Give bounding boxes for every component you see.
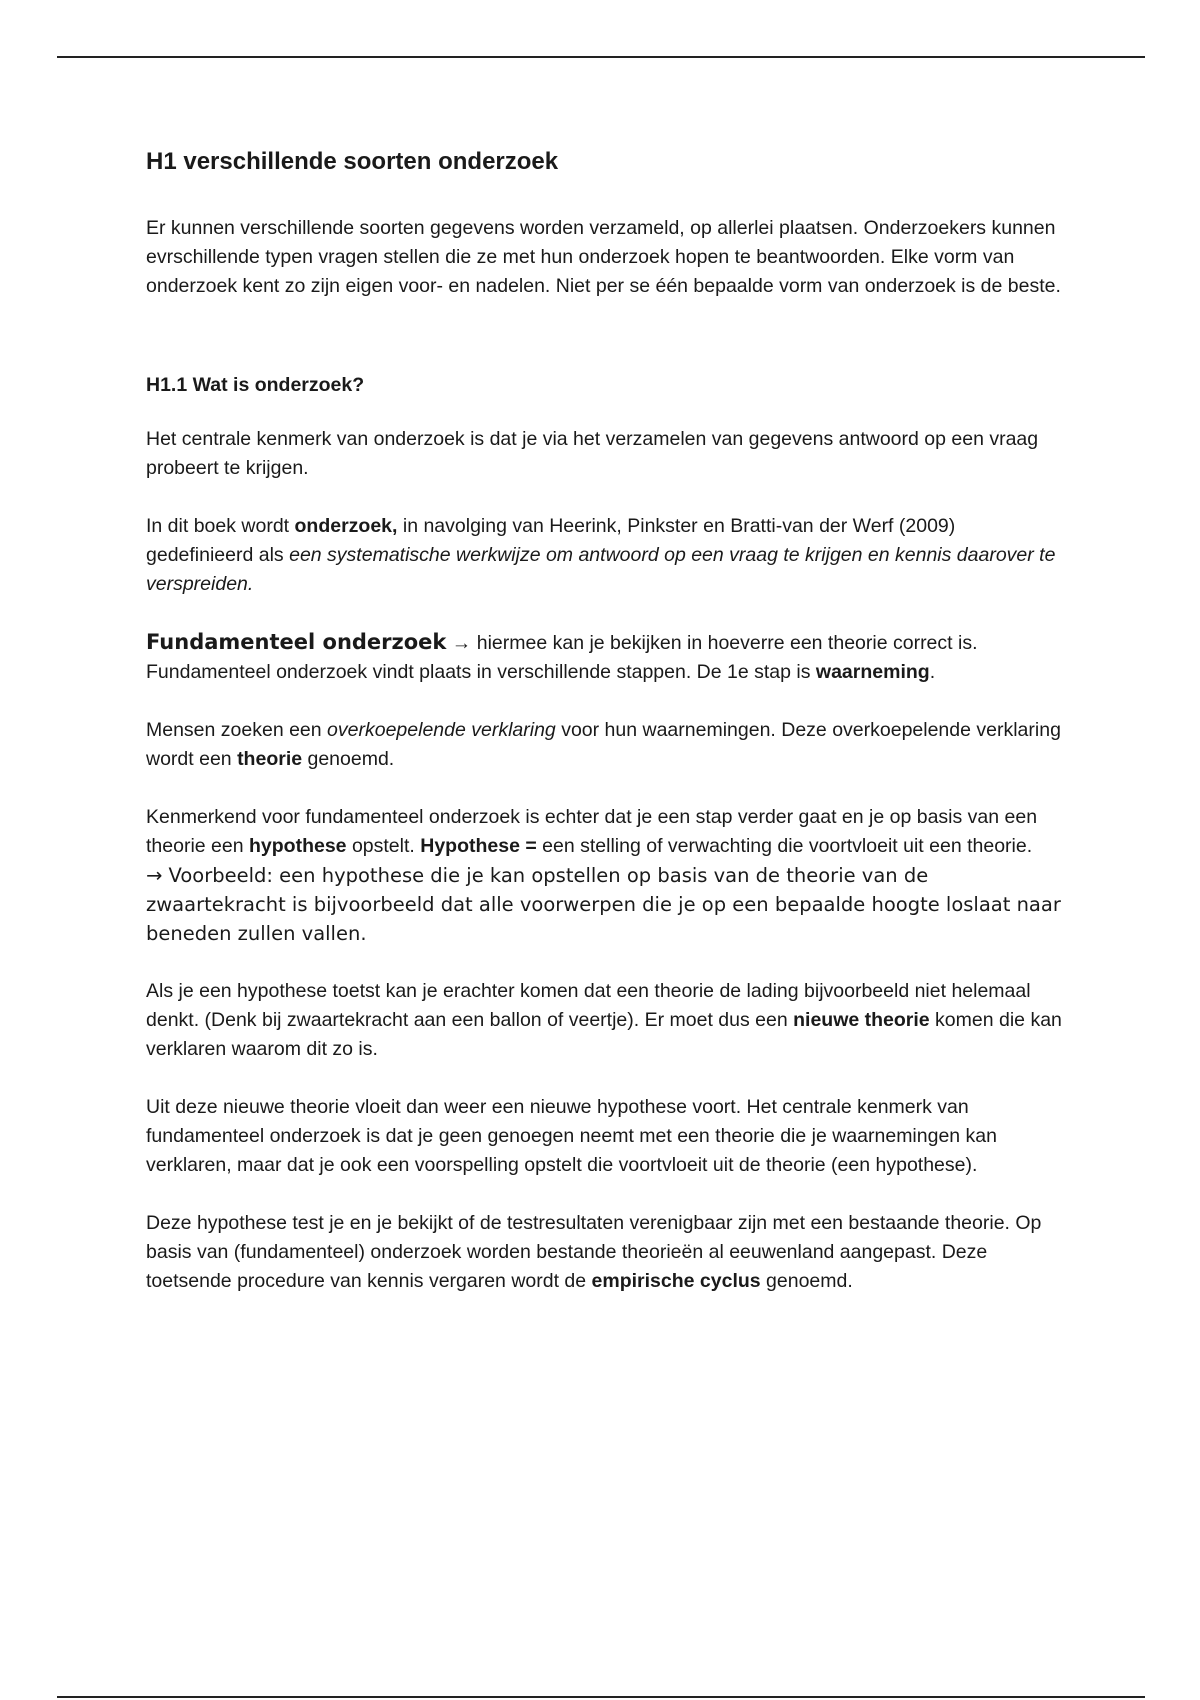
new-theory-text-2: komen die kan verklaren waarom dit zo is. xyxy=(146,1009,1062,1060)
document-body xyxy=(146,140,1066,1325)
empirical-cycle-term: empirische cyclus xyxy=(591,1270,761,1292)
definition-term: onderzoek, xyxy=(294,515,398,537)
hypothesis-text-1: Kenmerkend voor fundamenteel onderzoek is echter dat je een stap verder gaat en je op basis van een theorie een xyxy=(146,806,1038,857)
new-theory-text-1: Als je een hypothese toetst kan je erachter komen dat een theorie de lading bijvoorbeeld niet helemaal denkt. (Denk bij zwaartekracht aan een ballon of veertje). Er moet dus een xyxy=(146,980,1031,1031)
paragraph-empirical-cycle xyxy=(146,1209,1066,1296)
hypothesis-text-3: een stelling of verwachting die voortvloeit uit een theorie. xyxy=(536,835,1033,857)
paragraph-central-feature: Het centrale kenmerk van onderzoek is dat je via het verzamelen van gegevens antwoord op een vraag probeert te krijgen. xyxy=(146,428,1039,479)
hypothesis-definition-term: Hypothese = xyxy=(420,835,537,857)
empirical-cycle-text-2: genoemd. xyxy=(760,1270,853,1292)
hypothesis-term: hypothese xyxy=(249,835,347,857)
paragraph-fundamental-research xyxy=(146,628,1066,687)
fundamental-research-term: Fundamenteel onderzoek xyxy=(146,630,447,654)
top-rule xyxy=(57,56,1145,58)
bottom-rule xyxy=(57,1696,1145,1698)
definition-text-1: In dit boek wordt xyxy=(146,515,295,537)
intro-paragraph: Er kunnen verschillende soorten gegevens worden verzameld, op allerlei plaatsen. Onderzoekers kunnen evrschillende typen vragen stellen die ze met hun onderzoek hopen te beantwoorden. Elke vorm van onderzoek kent zo zijn eigen voor- en nadelen. Niet per se één bepaalde vorm van onderzoek is de beste. xyxy=(146,217,1061,297)
new-theory-term: nieuwe theorie xyxy=(793,1009,930,1031)
fundamental-research-text-2: . xyxy=(929,661,936,683)
theory-text-1: Mensen zoeken een xyxy=(146,719,328,741)
empirical-cycle-text-1: Deze hypothese test je en je bekijkt of de testresultaten verenigbaar zijn met een bestaande theorie. Op basis van (fundamenteel) onderzoek worden bestande theorieën al eeuwenland aangepast. Deze toetsende procedure van kennis vergaren wordt de xyxy=(146,1212,1042,1292)
paragraph-new-theory xyxy=(146,977,1066,1064)
definition-text-2: in navolging van Heerink, Pinkster en Bratti-van der Werf (2009) gedefinieerd als xyxy=(146,515,956,566)
paragraph-hypothesis xyxy=(146,803,1066,861)
definition-quote: een systematische werkwijze om antwoord op een vraag te krijgen en kennis daarover te verspreiden. xyxy=(146,544,1056,595)
theory-text-2: voor hun waarnemingen. Deze overkoepelende verklaring wordt een xyxy=(146,719,1061,770)
page-title: H1 verschillende soorten onderzoek xyxy=(146,148,559,175)
paragraph-definition xyxy=(146,512,1066,599)
fundamental-research-text-1: → hiermee kan je bekijken in hoeverre een theorie correct is. Fundamenteel onderzoek vindt plaats in verschillende stappen. De 1e stap is xyxy=(146,632,978,683)
hypothesis-text-2: opstelt. xyxy=(346,835,421,857)
theory-text-3: genoemd. xyxy=(302,748,395,770)
section-heading: H1.1 Wat is onderzoek? xyxy=(146,374,365,396)
paragraph-prediction: Uit deze nieuwe theorie vloeit dan weer een nieuwe hypothese voort. Het centrale kenmerk van fundamenteel onderzoek is dat je geen genoegen neemt met een theorie die je waarnemingen kan verklaren, maar dat je ook een voorspelling opstelt die voortvloeit uit de theorie (een hypothese). xyxy=(146,1096,998,1176)
overarching-explanation-term: overkoepelende verklaring xyxy=(327,719,556,741)
paragraph-theory xyxy=(146,716,1066,774)
observation-term: waarneming xyxy=(815,661,930,683)
example-paragraph: → Voorbeeld: een hypothese die je kan opstellen op basis van de theorie van de zwaartekracht is bijvoorbeeld dat alle voorwerpen die je op een bepaalde hoogte loslaat naar beneden zullen vallen. xyxy=(146,864,1061,945)
theory-term: theorie xyxy=(237,748,303,770)
